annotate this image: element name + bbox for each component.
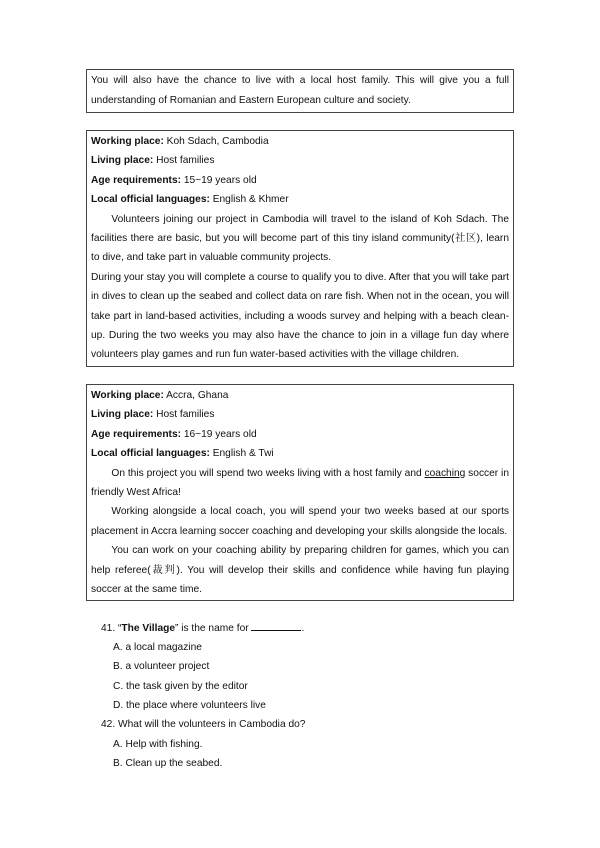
working-place-label: Working place: bbox=[91, 136, 164, 147]
cambodia-paragraph-2: During your stay you will complete a course to qualify you to dive. After that you will take part in dives to clean up the seabed and collect data on rare fish. When not in the ocean, you will take part in land-based activities, including a woods survey and helping with a beach clean-up. During the two weeks you may also have the chance to join in a village fun day where volunteers play games and run fun water-based activities with the village children. bbox=[91, 271, 509, 361]
cambodia-paragraph-1: Volunteers joining our project in Cambodia will travel to the island of Koh Sdach. The facilities there are basic, but you will become part of this tiny island community(社区), learn to dive, and take part in valuable community projects. bbox=[91, 213, 509, 264]
ghana-project-box bbox=[86, 384, 514, 601]
ghana-paragraph-1: On this project you will spend two weeks living with a host family and coaching soccer in friendly West Africa! bbox=[91, 467, 509, 499]
question-42: 42. What will the volunteers in Cambodia do? bbox=[101, 719, 306, 730]
languages-label: Local official languages: bbox=[91, 194, 210, 206]
age-label: Age requirements: bbox=[91, 428, 182, 440]
underlined-word: coaching bbox=[424, 467, 466, 479]
languages-value: English & Khmer bbox=[209, 194, 289, 206]
age-line bbox=[91, 425, 509, 444]
living-place-label: Living place: bbox=[91, 155, 154, 167]
age-value: 15~19 years old bbox=[181, 174, 257, 186]
question-41-bold-term: The Village bbox=[121, 623, 176, 634]
answer-blank bbox=[251, 620, 301, 631]
languages-line bbox=[91, 444, 509, 463]
living-place-line bbox=[91, 151, 509, 170]
option-41-d: D. the place where volunteers live bbox=[113, 700, 266, 711]
age-line bbox=[91, 171, 509, 190]
living-place-line bbox=[91, 405, 509, 424]
host-family-box bbox=[86, 69, 514, 113]
option-41-c: C. the task given by the editor bbox=[113, 681, 248, 692]
working-place-line bbox=[91, 386, 509, 405]
option-42-b: B. Clean up the seabed. bbox=[113, 758, 223, 769]
languages-value: English & Twi bbox=[209, 448, 274, 460]
ghana-paragraph-2: Working alongside a local coach, you will spend your two weeks based at our sports placement in Accra learning soccer coaching and developing your skills alongside the locals. bbox=[91, 506, 509, 537]
age-value: 16~19 years old bbox=[181, 428, 257, 440]
host-family-text: You will also have the chance to live with a local host family. This will give you a full understanding of Romanian and Eastern European culture and society. bbox=[91, 75, 509, 106]
question-41: 41. “The Village” is the name for . bbox=[101, 619, 304, 638]
languages-line bbox=[91, 190, 509, 209]
living-place-label: Living place: bbox=[91, 409, 154, 421]
working-place-value: Koh Sdach, Cambodia bbox=[163, 136, 269, 147]
option-41-b: B. a volunteer project bbox=[113, 661, 210, 672]
working-place-value: Accra, Ghana bbox=[163, 390, 229, 401]
living-place-value: Host families bbox=[153, 409, 215, 421]
option-42-a: A. Help with fishing. bbox=[113, 739, 203, 750]
languages-label: Local official languages: bbox=[91, 448, 210, 460]
ghana-paragraph-3: You can work on your coaching ability by preparing children for games, which you can help referee(裁判). You will develop their skills and confidence while having fun playing soccer at the same time. bbox=[91, 545, 509, 596]
age-label: Age requirements: bbox=[91, 174, 182, 186]
cambodia-project-box bbox=[86, 130, 514, 367]
option-41-a: A. a local magazine bbox=[113, 642, 202, 653]
working-place-label: Working place: bbox=[91, 390, 164, 401]
working-place-line bbox=[91, 132, 509, 151]
living-place-value: Host families bbox=[153, 155, 215, 167]
